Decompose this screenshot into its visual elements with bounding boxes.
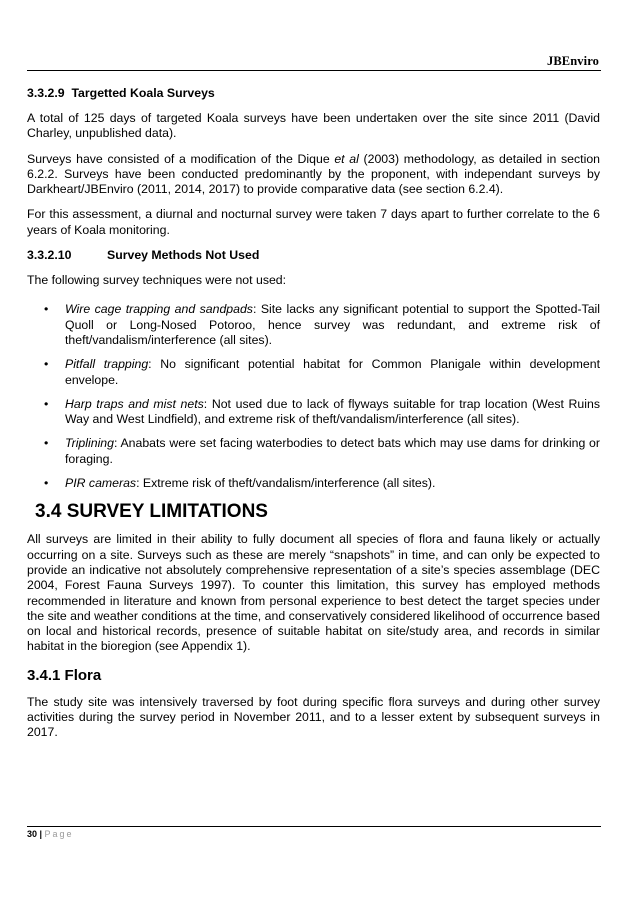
footer-separator: |: [37, 829, 45, 839]
paragraph: All surveys are limited in their ability to fully document all species of flora and fauna likely or actually occurring on a site. Surveys such as these are merely “snapshots” in time, and can only be expected to provide an indicative not absolutely comprehensive representation of a site’s species assemblage (DEC 2004, Forest Fauna Surveys 1997). To counter this limitation, this survey has employed methods recommended in literature and known from personal experience to best detect the target species under the site and weather conditions at the time, and conservatively considered likelihood of occurrence based on local and historical records, presence of suitable habitat on site/study area, and records in similar habitat in the bioregion (see Appendix 1).: [27, 532, 600, 654]
list-item: • Pitfall trapping: No significant potential habitat for Common Planigale within development envelope.: [44, 357, 600, 387]
paragraph: A total of 125 days of targeted Koala surveys have been undertaken over the site since 2011 (David Charley, unpublished data).: [27, 111, 600, 141]
section-title: Survey Methods Not Used: [107, 248, 260, 263]
bullet-icon: •: [44, 476, 49, 491]
bullet-list: [27, 302, 600, 491]
page-label: Page: [44, 829, 74, 839]
page-footer: [27, 829, 74, 839]
section-number: 3.3.2.9: [27, 86, 65, 100]
bullet-icon: •: [44, 396, 49, 411]
section-number: 3.3.2.10: [27, 248, 72, 263]
list-item: • PIR cameras: Extreme risk of theft/vandalism/interference (all sites).: [44, 476, 436, 491]
bullet-icon: •: [44, 302, 49, 317]
paragraph: The following survey techniques were not used:: [27, 273, 287, 288]
section-heading-3-4-1: 3.4.1 Flora: [27, 666, 102, 684]
section-title: Targetted Koala Surveys: [71, 86, 215, 100]
section-heading-3-3-2-10: [27, 248, 600, 263]
section-heading-3-4: 3.4 SURVEY LIMITATIONS: [35, 501, 268, 523]
list-item: • Triplining: Anabats were set facing waterbodies to detect bats which may use dams for drinking or foraging.: [44, 436, 600, 466]
header-rule: [27, 70, 601, 71]
paragraph: The study site was intensively traversed by foot during specific flora surveys and during other survey activities during the survey period in November 2011, and to a lesser extent by subsequent surveys in 2017.: [27, 694, 600, 740]
list-item: • Wire cage trapping and sandpads: Site lacks any significant potential to support the Spotted-Tail Quoll or Long-Nosed Potoroo, hence survey was redundant, and extreme risk of theft/vandalism/interference (all sites).: [44, 302, 601, 347]
section-heading-3-3-2-9: [27, 86, 600, 101]
company-logo: JBEnviro: [547, 54, 599, 68]
bullet-icon: •: [44, 436, 49, 451]
paragraph: Surveys have consisted of a modification of the Dique et al (2003) methodology, as detailed in section 6.2.2. Surveys have been conducted predominantly by the proponent, with independant surveys by Darkheart/JBEnviro (2011, 2014, 2017) to provide comparative data (see section 6.2.4).: [27, 151, 600, 197]
list-item: • Harp traps and mist nets: Not used due to lack of flyways suitable for trap location (West Ruins Way and West Lindfield), and extreme risk of theft/vandalism/interference (all sites).: [44, 396, 600, 427]
bullet-icon: •: [44, 357, 49, 372]
page-content: [27, 86, 600, 741]
paragraph: For this assessment, a diurnal and nocturnal survey were taken 7 days apart to further correlate to the 6 years of Koala monitoring.: [27, 207, 600, 237]
page-number: 30: [27, 829, 38, 839]
footer-rule: [27, 826, 601, 827]
